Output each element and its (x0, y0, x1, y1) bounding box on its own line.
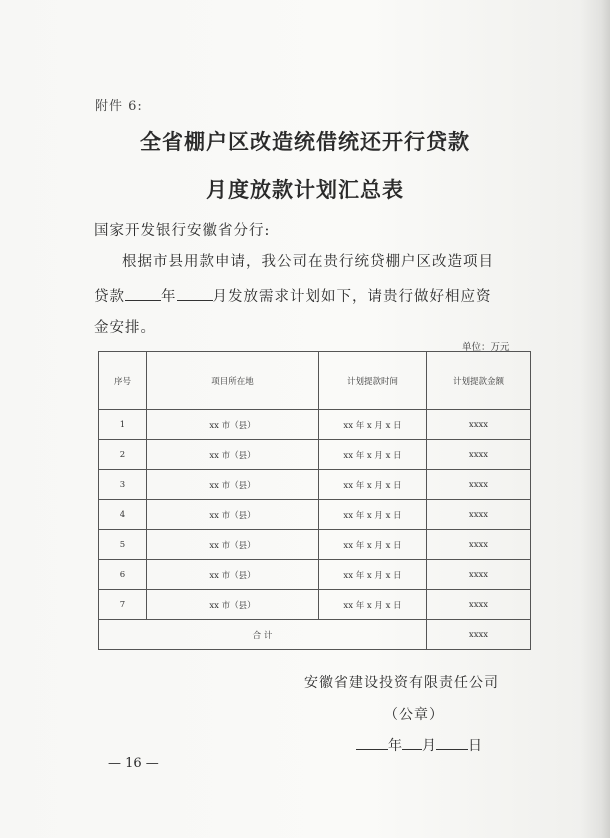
cell-serial: 7 (99, 590, 147, 620)
total-label: 合 计 (99, 620, 427, 650)
year-blank (125, 287, 161, 301)
cell-date: xx 年 x 月 x 日 (319, 470, 427, 500)
body-text-2a: 贷款 (94, 289, 125, 305)
date-month-label: 月 (422, 738, 436, 754)
cell-serial: 3 (99, 470, 147, 500)
table-row (99, 590, 531, 620)
unit-label: 单位：万元 (462, 342, 510, 353)
cell-date: xx 年 x 月 x 日 (319, 410, 427, 440)
cell-amount: xxxx (427, 500, 531, 530)
recipient-line: 国家开发银行安徽省分行: (94, 223, 271, 239)
cell-serial: 4 (99, 500, 147, 530)
table-row (99, 470, 531, 500)
total-amount: xxxx (427, 620, 531, 650)
date-day-blank (436, 736, 468, 750)
table-row (99, 410, 531, 440)
body-line-2 (94, 285, 514, 306)
signature-date (356, 735, 482, 755)
document-title-line1: 全省棚户区改造统借统还开行贷款 (140, 129, 470, 154)
cell-date: xx 年 x 月 x 日 (319, 500, 427, 530)
table-row (99, 440, 531, 470)
cell-date: xx 年 x 月 x 日 (319, 590, 427, 620)
cell-location: xx 市（县） (147, 440, 319, 470)
header-amount: 计划提款金额 (427, 352, 531, 410)
date-month-blank (402, 736, 422, 750)
cell-location: xx 市（县） (147, 560, 319, 590)
cell-serial: 6 (99, 560, 147, 590)
header-date: 计划提款时间 (319, 352, 427, 410)
cell-date: xx 年 x 月 x 日 (319, 530, 427, 560)
cell-date: xx 年 x 月 x 日 (319, 440, 427, 470)
cell-amount: xxxx (427, 470, 531, 500)
date-year-label: 年 (388, 738, 402, 754)
date-day-label: 日 (468, 738, 482, 754)
date-year-blank (356, 736, 388, 750)
document-title-line2: 月度放款计划汇总表 (206, 177, 404, 202)
month-blank (177, 287, 213, 301)
table-row (99, 500, 531, 530)
table-row (99, 530, 531, 560)
body-line-1 (94, 250, 514, 271)
cell-amount: xxxx (427, 410, 531, 440)
page-number: — 16 — (108, 756, 159, 771)
attachment-label: 附件 6: (95, 99, 143, 114)
company-name: 安徽省建设投资有限责任公司 (304, 675, 499, 691)
cell-location: xx 市（县） (147, 470, 319, 500)
header-serial: 序号 (99, 352, 147, 410)
official-seal-label: （公章） (384, 707, 444, 723)
cell-serial: 5 (99, 530, 147, 560)
body-text-2b: 年 (161, 289, 177, 305)
cell-location: xx 市（县） (147, 500, 319, 530)
table-total-row (99, 620, 531, 650)
cell-serial: 2 (99, 440, 147, 470)
table-header-row (99, 352, 531, 410)
plan-table (98, 351, 531, 650)
cell-amount: xxxx (427, 560, 531, 590)
body-text-2c: 月发放需求计划如下，请贵行做好相应资 (212, 289, 492, 305)
header-location: 项目所在地 (147, 352, 319, 410)
table-row (99, 560, 531, 590)
cell-location: xx 市（县） (147, 530, 319, 560)
cell-date: xx 年 x 月 x 日 (319, 560, 427, 590)
cell-amount: xxxx (427, 440, 531, 470)
cell-serial: 1 (99, 410, 147, 440)
cell-location: xx 市（县） (147, 410, 319, 440)
cell-amount: xxxx (427, 590, 531, 620)
body-text-1: 根据市县用款申请，我公司在贵行统贷棚户区改造项目 (122, 254, 494, 270)
cell-amount: xxxx (427, 530, 531, 560)
body-line-3: 金安排。 (94, 320, 156, 336)
cell-location: xx 市（县） (147, 590, 319, 620)
